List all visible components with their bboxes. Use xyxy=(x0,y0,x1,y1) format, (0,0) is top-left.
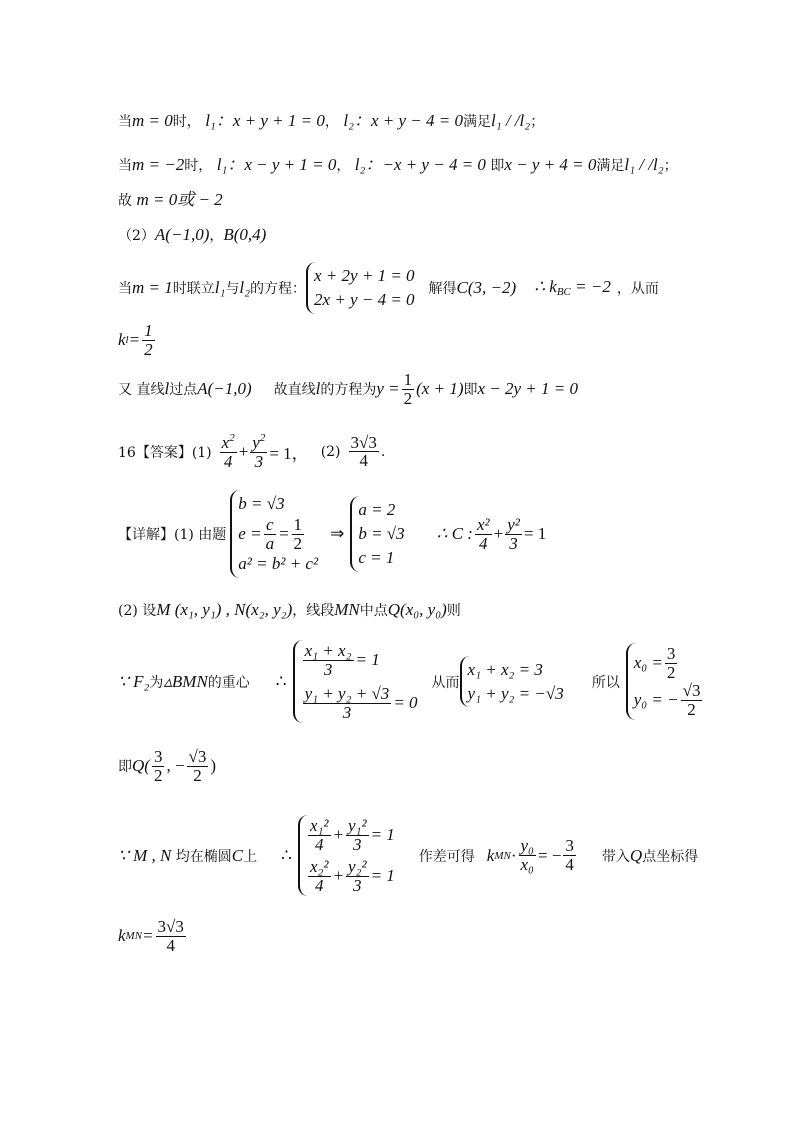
equation: x₁ + x₂ = 3 xyxy=(467,659,543,679)
denominator: 3 xyxy=(509,533,518,553)
line-m0 xyxy=(118,106,544,131)
math: ⇒ xyxy=(330,524,345,544)
fraction xyxy=(152,748,165,785)
equation: a = 2 xyxy=(358,500,396,520)
equation-system xyxy=(460,656,564,708)
denominator: 3 xyxy=(323,659,333,679)
math: l₁： xyxy=(216,155,245,174)
math: = 0 xyxy=(393,693,418,713)
math: x₀ = xyxy=(633,653,663,673)
denominator: 2 xyxy=(666,662,676,682)
subscript: BC xyxy=(556,286,571,299)
numerator: c xyxy=(266,514,274,534)
math: x − y + 1 = 0 xyxy=(244,155,337,174)
fraction xyxy=(349,434,379,471)
text: 又 直线 xyxy=(118,382,165,399)
math: e = xyxy=(238,524,262,544)
numerator: x₂² xyxy=(309,856,329,876)
numerator: 1 xyxy=(403,370,413,389)
fraction xyxy=(346,858,369,895)
denominator: x₀ xyxy=(520,855,534,875)
line-answer16 xyxy=(118,433,385,471)
math: k xyxy=(118,330,126,350)
numerator: y₀ xyxy=(520,836,534,856)
text: 与 xyxy=(225,280,240,297)
fraction xyxy=(308,817,331,854)
numerator: x₁² xyxy=(309,816,329,835)
text: 时， xyxy=(172,114,201,130)
math: ∴ xyxy=(275,671,287,691)
denominator: 2 xyxy=(144,339,153,359)
fraction xyxy=(142,322,155,359)
text: ，从而 xyxy=(616,280,659,297)
denominator: 3 xyxy=(342,702,352,722)
equation: a² = b² + c² xyxy=(238,554,319,574)
text: ， xyxy=(324,114,339,130)
math: ∴ k xyxy=(534,277,557,297)
math: ∵ F₂ xyxy=(118,671,150,691)
text: ； xyxy=(663,158,678,174)
math: x xyxy=(221,433,230,452)
fraction xyxy=(292,516,305,553)
fraction xyxy=(303,642,354,679)
line-centroid xyxy=(118,640,704,723)
equation: b = √3 xyxy=(238,494,285,513)
fraction xyxy=(303,685,392,722)
fraction xyxy=(346,817,369,854)
text: 时， xyxy=(184,158,213,174)
math: MN xyxy=(334,600,360,619)
math: · xyxy=(510,845,517,865)
math: l₁ xyxy=(214,277,226,297)
text: 16【答案】(1) xyxy=(118,444,212,461)
denominator: 4 xyxy=(359,451,368,471)
numerator: y₂² xyxy=(348,856,367,876)
fraction xyxy=(250,433,267,471)
fraction xyxy=(308,858,331,895)
math: l₂ xyxy=(239,277,251,297)
fraction xyxy=(563,837,576,874)
text: (2) 设 xyxy=(118,603,157,619)
math: + xyxy=(332,866,344,886)
math: m = 0 xyxy=(132,111,173,130)
math: + xyxy=(332,825,344,845)
denominator: 4 xyxy=(223,451,233,471)
math: B(0,4) xyxy=(223,225,267,244)
numerator: √3 xyxy=(188,747,207,766)
text: 当 xyxy=(118,114,132,130)
numerator: 3√3 xyxy=(350,432,377,452)
text: 则 xyxy=(446,603,461,619)
line-m-2 xyxy=(118,150,678,175)
math: y xyxy=(252,433,260,452)
numerator: y₁ + y₂ + √3 xyxy=(304,683,390,703)
text: 中点 xyxy=(359,603,388,619)
text: 满足 xyxy=(462,114,491,130)
denominator: 4 xyxy=(166,935,175,955)
text: 即 xyxy=(490,158,505,174)
line-line-l xyxy=(118,371,578,408)
math: C(3, −2) xyxy=(456,277,517,297)
math: l₂： xyxy=(354,155,383,174)
text: 作差可得 xyxy=(418,848,475,865)
math: = 1 xyxy=(355,650,380,670)
numerator: y² xyxy=(507,514,520,534)
line-q xyxy=(118,748,216,785)
line-set-mn xyxy=(118,600,461,620)
text: 为 xyxy=(149,674,164,691)
fraction xyxy=(475,516,492,553)
equation-system xyxy=(626,643,705,720)
math: y₀ = − xyxy=(633,690,679,710)
text: 故 xyxy=(118,193,132,209)
math: m = 0或 − 2 xyxy=(136,190,223,209)
denominator: a xyxy=(265,533,275,553)
math: Q( xyxy=(132,756,150,776)
line-part2 xyxy=(118,225,266,245)
math: + xyxy=(238,441,249,461)
equation-system xyxy=(293,640,418,723)
numerator: √3 xyxy=(682,680,701,700)
math: l₁： xyxy=(205,111,233,130)
denominator: 3 xyxy=(254,451,264,471)
fraction xyxy=(220,433,237,471)
text: 满足 xyxy=(596,158,625,174)
math: l₁ / /l₂ xyxy=(490,111,531,130)
numerator: 1 xyxy=(293,514,303,534)
text: 的重心 xyxy=(207,674,250,691)
fraction xyxy=(519,837,536,874)
math: ∴ xyxy=(281,845,292,865)
numerator: x² xyxy=(476,514,490,534)
fraction xyxy=(402,371,415,408)
math: A(−1,0) xyxy=(154,225,210,244)
math: = xyxy=(278,524,290,544)
text: ； xyxy=(530,114,545,130)
text: 解得 xyxy=(428,280,457,297)
text: 的方程为 xyxy=(320,382,377,399)
math: −x + y − 4 = 0 xyxy=(382,155,486,174)
math: ∴ C : xyxy=(436,524,473,544)
denominator: 4 xyxy=(314,834,324,854)
math: Q(x₀, y₀) xyxy=(387,600,447,619)
math: + xyxy=(493,524,504,544)
math: m = −2 xyxy=(132,155,185,174)
math: x + y + 1 = 0 xyxy=(232,111,325,130)
denominator: 4 xyxy=(479,533,488,553)
math: = −2 xyxy=(570,277,611,297)
text: 所以 xyxy=(591,674,620,691)
math: ▵BMN xyxy=(163,671,208,691)
text: ，线段 xyxy=(292,603,335,619)
fraction xyxy=(665,645,678,682)
equation: c = 1 xyxy=(358,548,395,568)
text: 故直线 xyxy=(273,382,316,399)
math: (x + 1) xyxy=(416,379,464,399)
line-detail xyxy=(118,490,546,578)
denominator: 2 xyxy=(153,765,163,785)
text: 从而 xyxy=(431,674,460,691)
subscript: MN xyxy=(125,930,143,943)
numerator: 3 xyxy=(153,747,163,766)
text: 【详解】(1) 由题 xyxy=(118,527,227,544)
numerator: y₁² xyxy=(348,816,367,835)
math: ) xyxy=(210,756,217,776)
text: 即 xyxy=(463,382,478,399)
equation: y₁ + y₂ = −√3 xyxy=(467,683,564,703)
superscript: 2 xyxy=(259,432,266,444)
subscript: MN xyxy=(494,849,511,862)
text: 的方程： xyxy=(250,280,307,297)
numerator: x₁ + x₂ xyxy=(304,641,352,660)
subscript: l xyxy=(125,334,129,347)
denominator: 2 xyxy=(193,765,202,785)
numerator: 3 xyxy=(565,836,574,856)
math: x − 2y + 1 = 0 xyxy=(477,379,578,399)
text: 均在椭圆 xyxy=(175,848,232,865)
equation: x + 2y + 1 = 0 xyxy=(314,266,415,285)
text: ， xyxy=(209,228,224,244)
text: 带入 xyxy=(601,848,630,865)
denominator: 3 xyxy=(353,834,362,854)
math: = 1， xyxy=(269,444,309,464)
numerator: 3 xyxy=(666,644,676,663)
math: A(−1,0) xyxy=(197,379,252,399)
text: 当 xyxy=(118,280,132,297)
equation: b = √3 xyxy=(358,524,405,544)
fraction xyxy=(681,682,703,719)
denominator: 2 xyxy=(687,699,696,719)
numerator: 1 xyxy=(144,321,153,340)
math: = 1 xyxy=(370,825,395,845)
math: = xyxy=(128,330,141,350)
equation-system xyxy=(298,815,395,896)
text: ， xyxy=(336,158,351,174)
math: m = 1 xyxy=(132,277,173,297)
fraction xyxy=(264,516,277,553)
math: k xyxy=(118,926,126,946)
text: . xyxy=(380,443,386,460)
math-kbc xyxy=(534,277,611,298)
line-system xyxy=(118,262,659,314)
math: = 1 xyxy=(523,524,547,544)
numerator: 3√3 xyxy=(157,917,184,936)
denominator: 2 xyxy=(293,533,303,553)
line-kmn xyxy=(118,918,188,955)
text: 点坐标得 xyxy=(642,848,699,865)
math: = xyxy=(142,926,154,946)
math: = 1 xyxy=(370,866,395,886)
math: l xyxy=(315,379,321,399)
denominator: 4 xyxy=(314,875,324,895)
line-kl xyxy=(118,322,157,359)
text: 过点 xyxy=(169,382,198,399)
math: C xyxy=(231,845,244,865)
denominator: 4 xyxy=(565,855,574,875)
text: （2） xyxy=(118,228,155,244)
math: l xyxy=(164,379,170,399)
line-conclusion xyxy=(118,185,223,210)
text: 时联立 xyxy=(172,280,215,297)
math: x + y − 4 = 0 xyxy=(370,111,463,130)
math: l₁ / /l₂ xyxy=(624,155,664,174)
math: l₂： xyxy=(343,111,371,130)
math: y = xyxy=(376,379,400,399)
fraction xyxy=(156,918,186,955)
math: M (x₁, y₁) , N(x₂, y₂) xyxy=(156,600,293,619)
math: x − y + 4 = 0 xyxy=(504,155,597,174)
math: Q xyxy=(629,845,643,865)
equation-system xyxy=(230,490,318,578)
math: k xyxy=(486,845,495,865)
text: 上 xyxy=(243,848,258,865)
math: = − xyxy=(537,845,562,865)
denominator: 3 xyxy=(353,875,362,895)
text: (2) xyxy=(320,443,341,460)
line-ellipse xyxy=(118,815,698,896)
math: , − xyxy=(166,756,185,776)
fraction xyxy=(187,748,209,785)
text: 当 xyxy=(118,158,132,174)
math: ∵ M , N xyxy=(118,845,172,865)
equation-system xyxy=(350,496,404,571)
superscript: 2 xyxy=(229,432,235,444)
text: 即 xyxy=(118,759,132,776)
fraction xyxy=(505,516,522,553)
denominator: 2 xyxy=(403,388,413,408)
equation-system xyxy=(306,262,415,314)
equation: 2x + y − 4 = 0 xyxy=(314,289,415,309)
